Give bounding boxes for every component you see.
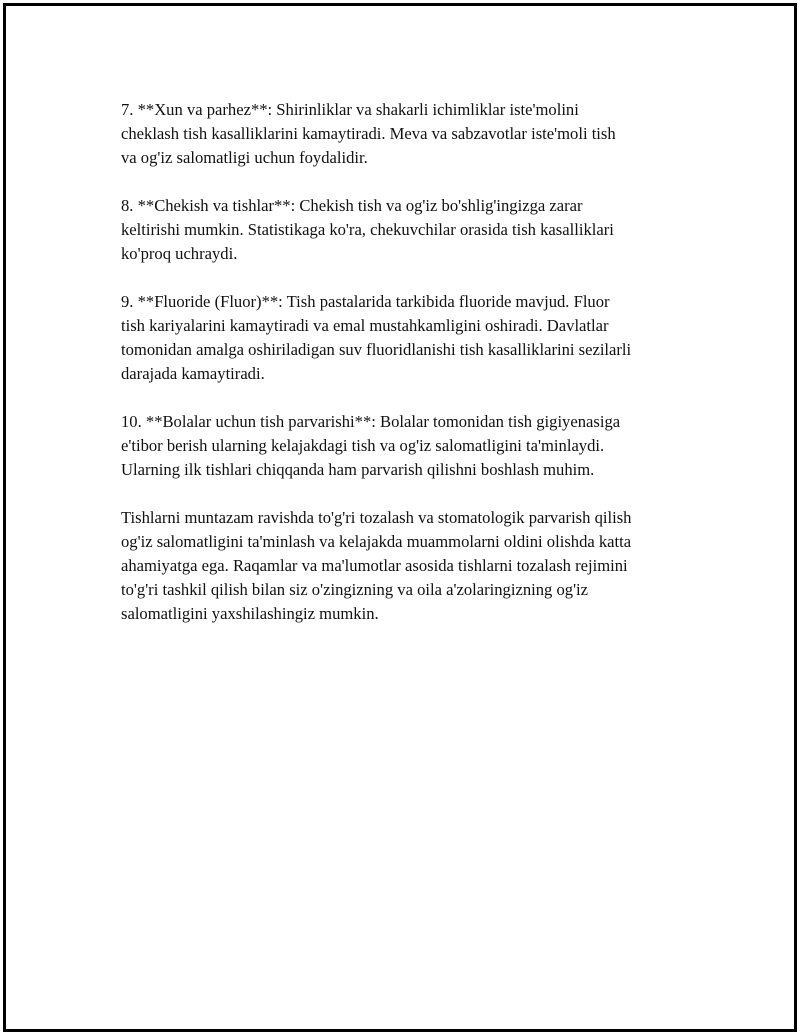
document-body — [121, 98, 711, 650]
page-frame — [3, 3, 797, 1032]
paragraph-children-care: 10. **Bolalar uchun tish parvarishi**: Bolalar tomonidan tish gigiyenasiga e'tibor berish ularning kelajakdagi tish va og'iz salomatligini ta'minlaydi. Ularning ilk tishlari chiqqanda ham parvarish qilishni boshlash muhim. — [121, 412, 621, 479]
paragraph-diet: 7. **Xun va parhez**: Shirinliklar va shakarli ichimliklar iste'molini cheklash tish kasalliklarini kamaytiradi. Meva va sabzavotlar iste'moli tish va og'iz salomatligi uchun foydalidir. — [121, 100, 616, 167]
paragraph-fluoride: 9. **Fluoride (Fluor)**: Tish pastalarida tarkibida fluoride mavjud. Fluor tish kariyalarini kamaytiradi va emal mustahkamligini oshiradi. Davlatlar tomonidan amalga oshiriladigan suv fluoridlanishi tish kasalliklarini sezilarli darajada kamaytiradi. — [121, 292, 632, 383]
paragraph-smoking: 8. **Chekish va tishlar**: Chekish tish va og'iz bo'shlig'ingizga zarar keltirishi mumkin. Statistikaga ko'ra, chekuvchilar orasida tish kasalliklari ko'proq uchraydi. — [121, 196, 614, 263]
paragraph-conclusion: Tishlarni muntazam ravishda to'g'ri tozalash va stomatologik parvarish qilish og'iz salomatligini ta'minlash va kelajakda muammolarni oldini olishda katta ahamiyatga ega. Raqamlar va ma'lumotlar asosida tishlarni tozalash rejimini to'g'ri tashkil qilish bilan siz o'zingizning va oila a'zolaringizning og'iz salomatligini yaxshilashingiz mumkin. — [121, 508, 632, 623]
